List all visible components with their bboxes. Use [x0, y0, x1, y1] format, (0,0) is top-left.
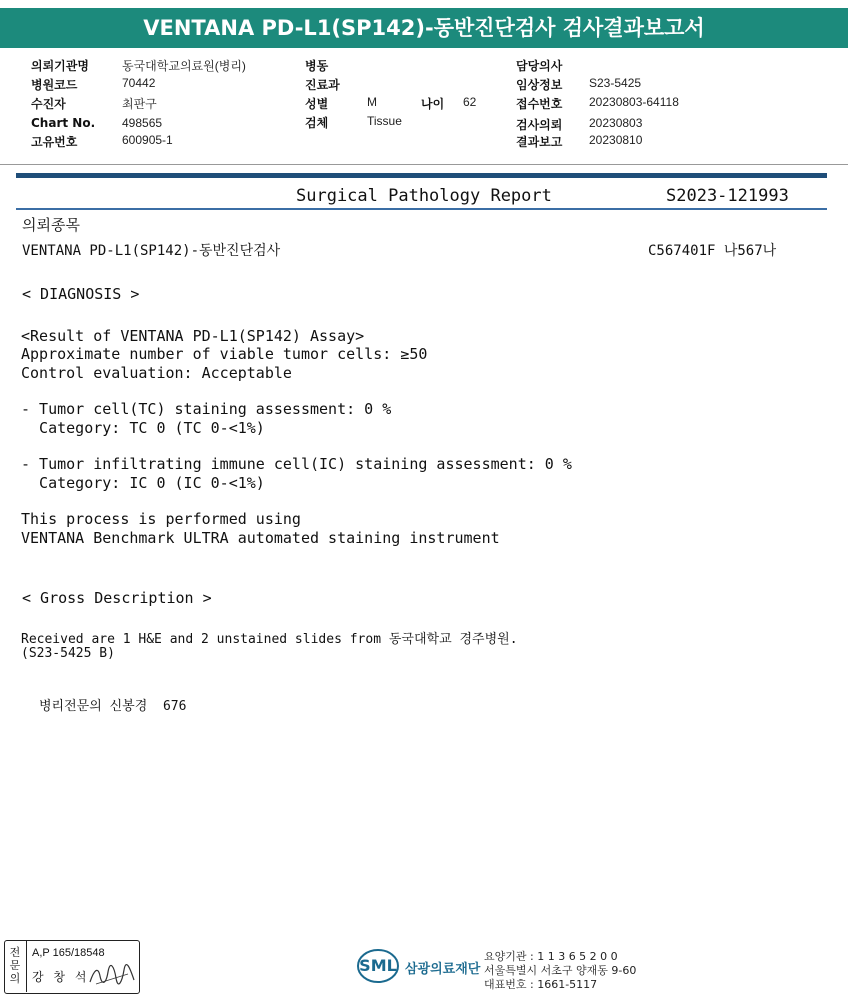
pathologist-signature-line: 병리전문의 신봉경 676: [39, 699, 187, 714]
assay-result-heading: <Result of VENTANA PD-L1(SP142) Assay>: [21, 327, 365, 345]
stamp-license-no: A,P 165/18548: [32, 947, 105, 959]
request-date-value: 20230803: [589, 116, 643, 130]
hospital-code-value: 70442: [122, 76, 156, 90]
stamp-side-label: 전 문 의: [4, 940, 27, 992]
process-line-2: VENTANA Benchmark ULTRA automated staining instrument: [21, 529, 500, 547]
gross-heading: < Gross Description >: [22, 589, 212, 607]
org-name: 삼광의료재단: [405, 962, 481, 977]
receipt-no-label: 접수번호: [516, 97, 563, 111]
ic-category: Category: IC 0 (IC 0-<1%): [21, 474, 265, 492]
patient-label: 수진자: [31, 97, 66, 111]
report-date-label: 결과보고: [516, 135, 563, 149]
receipt-no-value: 20230803-64118: [589, 95, 679, 109]
header-divider: [0, 164, 848, 165]
chart-no-value: 498565: [122, 116, 163, 130]
hospital-code-label: 병원코드: [31, 78, 78, 92]
svg-text:SML: SML: [359, 956, 397, 975]
org-phone: 대표번호 : 1661-5117: [484, 978, 598, 991]
report-number: S2023-121993: [666, 186, 789, 206]
age-value: 62: [463, 95, 477, 109]
process-line-1: This process is performed using: [21, 510, 301, 528]
request-code: C567401F 나567나: [648, 243, 777, 259]
handwritten-signature: [88, 962, 136, 988]
gross-slide-ref: (S23-5425 B): [21, 646, 115, 661]
patient-value: 최판구: [122, 97, 157, 111]
unique-no-value: 600905-1: [122, 133, 173, 147]
clinical-info-label: 임상정보: [516, 78, 563, 92]
ic-assessment: - Tumor infiltrating immune cell(IC) staining assessment: 0 %: [21, 455, 572, 473]
institution-code: 요양기관 : 1 1 3 6 5 2 0 0: [484, 950, 618, 963]
institution-label: 의뢰기관명: [31, 59, 89, 73]
report-top-rule: [16, 173, 827, 178]
unique-no-label: 고유번호: [31, 135, 78, 149]
report-banner-title: VENTANA PD-L1(SP142)-동반진단검사 검사결과보고서: [0, 8, 848, 48]
diagnosis-heading: < DIAGNOSIS >: [22, 285, 140, 303]
specimen-value: Tissue: [367, 114, 402, 128]
request-heading: 의뢰종목: [22, 216, 80, 234]
ward-label: 병동: [305, 59, 329, 73]
org-address: 서울특별시 서초구 양재동 9-60: [484, 964, 637, 977]
report-title: Surgical Pathology Report: [296, 186, 552, 206]
control-evaluation: Control evaluation: Acceptable: [21, 364, 292, 382]
sex-label: 성별: [305, 97, 329, 111]
request-date-label: 검사의뢰: [516, 118, 563, 132]
gross-description: Received are 1 H&E and 2 unstained slides from 동국대학교 경주병원.: [21, 632, 518, 647]
stamp-name: 강 창 석: [32, 970, 90, 984]
report-title-rule: [16, 208, 827, 210]
clinical-info-value: S23-5425: [589, 76, 642, 90]
tc-assessment: - Tumor cell(TC) staining assessment: 0 %: [21, 400, 392, 418]
specimen-label: 검체: [305, 116, 329, 130]
doctor-label: 담당의사: [516, 59, 563, 73]
institution-value: 동국대학교의료원(병리): [122, 59, 246, 73]
chart-no-label: Chart No.: [31, 116, 96, 130]
sex-value: M: [367, 95, 377, 109]
report-date-value: 20230810: [589, 133, 643, 147]
department-label: 진료과: [305, 78, 340, 92]
age-label: 나이: [421, 97, 445, 111]
viable-tumor-cells: Approximate number of viable tumor cells: ≥50: [21, 345, 428, 363]
request-item: VENTANA PD-L1(SP142)-동반진단검사: [22, 243, 281, 259]
tc-category: Category: TC 0 (TC 0-<1%): [21, 419, 265, 437]
